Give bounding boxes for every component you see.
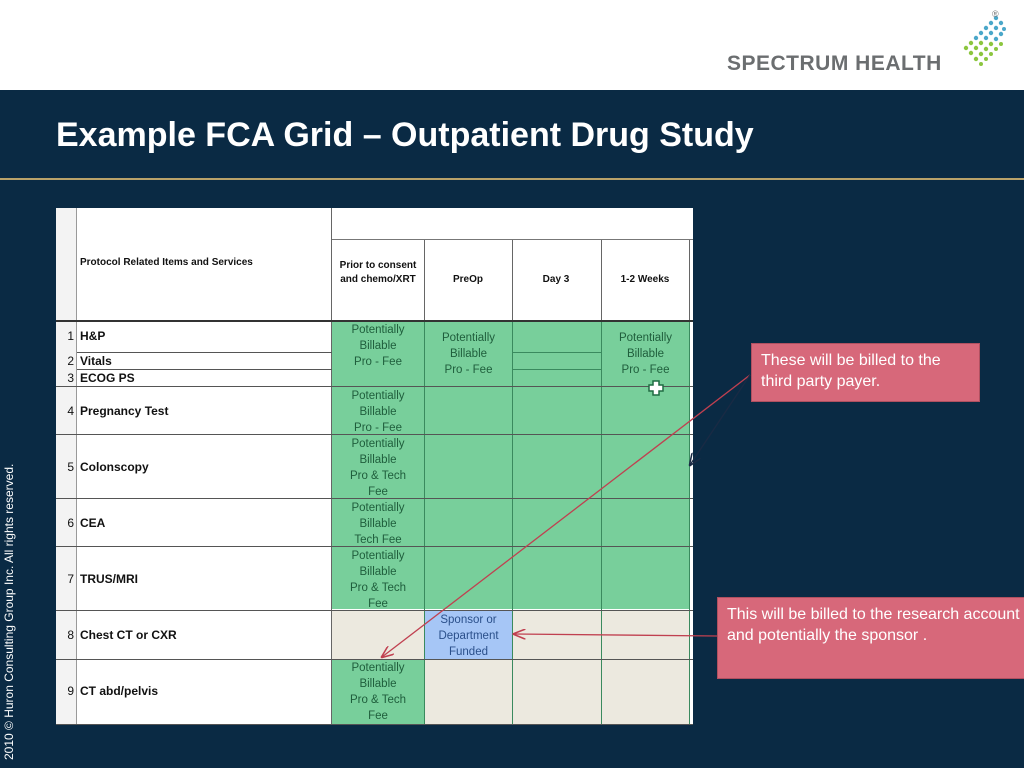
row-label-vitals: Vitals [80,354,112,368]
row-number: 1 [67,329,74,343]
col-header-prior: Prior to consent and chemo/XRT [339,260,417,285]
row-number: 5 [67,460,74,474]
cell-r8-c2: Sponsor or Department Funded [438,614,499,658]
row-number: 9 [67,684,74,698]
row-number: 8 [67,628,74,642]
row-label-trus: TRUS/MRI [80,572,138,586]
row-number: 7 [67,572,74,586]
cell-r6-c1: Potentially Billable Tech Fee [351,502,405,546]
col-header-preop: PreOp [452,274,483,285]
col-header-day3: Day 3 [542,274,570,285]
row-label-ctabd: CT abd/pelvis [80,684,159,698]
row-label-cea: CEA [80,516,106,530]
cell-r123-c1: Potentially Billable Pro - Fee [351,324,405,368]
cell-r5-c1: Potentially Billable Pro & Tech Fee [349,438,407,498]
cell-r123-c4: Potentially Billable Pro - Fee [618,332,673,376]
cell-r7-c1: Potentially Billable Pro & Tech Fee [349,550,407,610]
slide-title: Example FCA Grid – Outpatient Drug Study [56,116,754,154]
col-header-weeks: 1-2 Weeks [620,274,670,285]
row-label-ecog: ECOG PS [80,371,135,385]
arrow-to-green-block [690,375,750,465]
row-number: 3 [67,371,74,385]
row-label-colonscopy: Colonscopy [80,460,149,474]
registered-mark: ® [992,9,999,19]
copyright-notice: 2010 © Huron Consulting Group Inc. All rights reserved. [2,463,16,760]
row-label-chestct: Chest CT or CXR [80,628,177,642]
row-label-pregnancy: Pregnancy Test [80,404,169,418]
cell-r4-c1: Potentially Billable Pro - Fee [351,390,405,434]
arrow-to-sponsor-cell [514,634,717,636]
row-header-label: Protocol Related Items and Services [80,257,253,268]
cell-r9-c1: Potentially Billable Pro & Tech Fee [349,662,407,722]
row-number: 4 [67,404,74,418]
row-number: 6 [67,516,74,530]
callout-research-account: This will be billed to the research account and potentially the sponsor . [717,597,1024,679]
row-label-hp: H&P [80,329,106,343]
row-number: 2 [67,354,74,368]
arrow-to-ct-abd [382,375,750,657]
brand-name: SPECTRUM HEALTH [727,52,942,75]
callout-third-party: These will be billed to the third party payer. [751,343,980,402]
cell-r123-c2: Potentially Billable Pro - Fee [441,332,496,376]
